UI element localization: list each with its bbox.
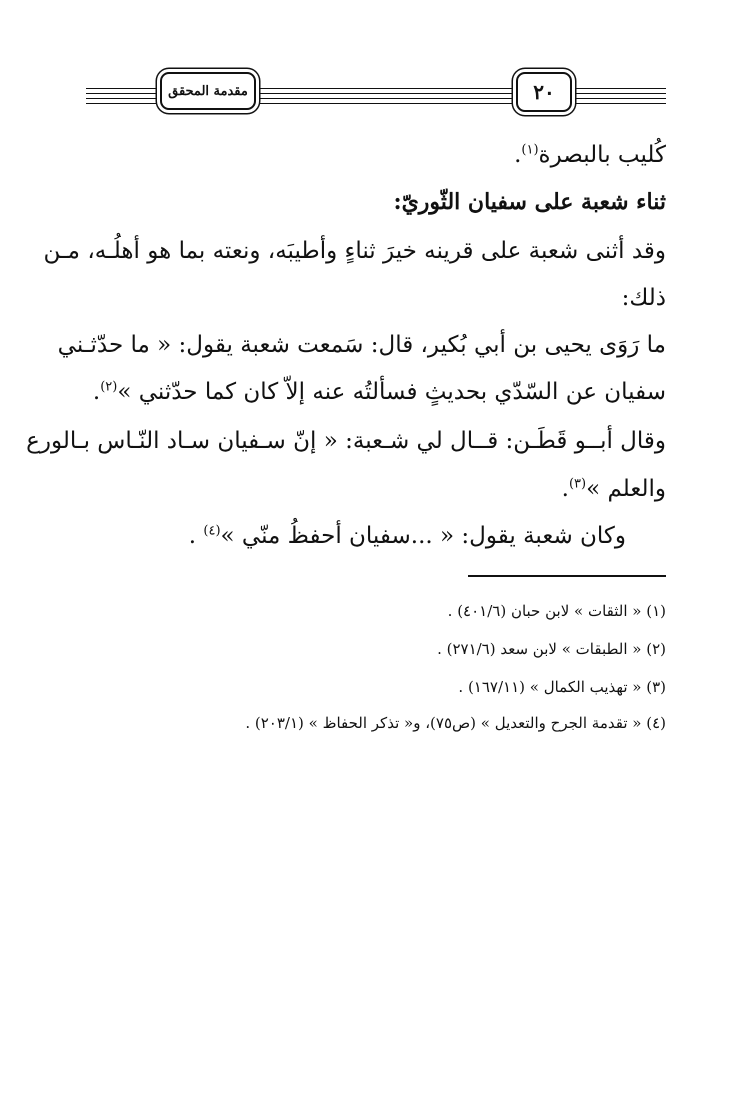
page-number: ٢٠ <box>533 80 555 104</box>
footnote-ref: (١) <box>521 142 539 158</box>
footnote: (٣) « تهذيب الكمال » (١٦٧/١١) . <box>458 678 666 696</box>
footnote-ref: (٤) <box>203 523 221 539</box>
footnote: (٢) « الطبقات » لابن سعد (٢٧١/٦) . <box>437 640 666 658</box>
text-line: كُليب بالبصرة$^{(١)}$. <box>514 142 666 168</box>
text-line: وقد أثنى شعبة على قرينه خيرَ ثناءٍ وأطيبَه، ونعته بما هو أهلُـه، مـن <box>43 238 666 264</box>
section-title-box <box>160 72 256 110</box>
footnote: (٤) « تقدمة الجرح والتعديل » (ص٧٥)، و« تذكر الحفاظ » (٢٠٣/١) . <box>245 714 666 732</box>
page-number-box <box>516 72 572 112</box>
text-line: وكان شعبة يقول: « ...سفيان أحفظُ منّي »$^{(٤)}$ . <box>188 523 626 549</box>
footnote-ref: (٣) <box>568 476 587 492</box>
footnote-separator <box>468 575 666 577</box>
text-line: ذلك: <box>621 285 666 311</box>
text-line: سفيان عن السّدّي بحديثٍ فسألتُه عنه إلاّ كان كما حدّثني »$^{(٢)}$. <box>92 379 666 405</box>
footnote: (١) « الثقات » لابن حبان (٤٠١/٦) . <box>447 602 666 620</box>
text-line: والعلم »$^{(٣)}$. <box>561 476 666 502</box>
text-line: وقال أبــو قَطَـن: قــال لي شـعبة: « إنّ سـفيان سـاد النّـاس بـالورع <box>26 428 666 454</box>
text-line: ما رَوَى يحيى بن أبي بُكير، قال: سَمعت شعبة يقول: « ما حدّثـني <box>57 332 666 358</box>
section-heading: ثناء شعبة على سفيان الثّوريّ: <box>393 189 666 215</box>
footnote-ref: (٢) <box>100 379 118 395</box>
section-title: مقدمة المحقق <box>168 83 248 99</box>
